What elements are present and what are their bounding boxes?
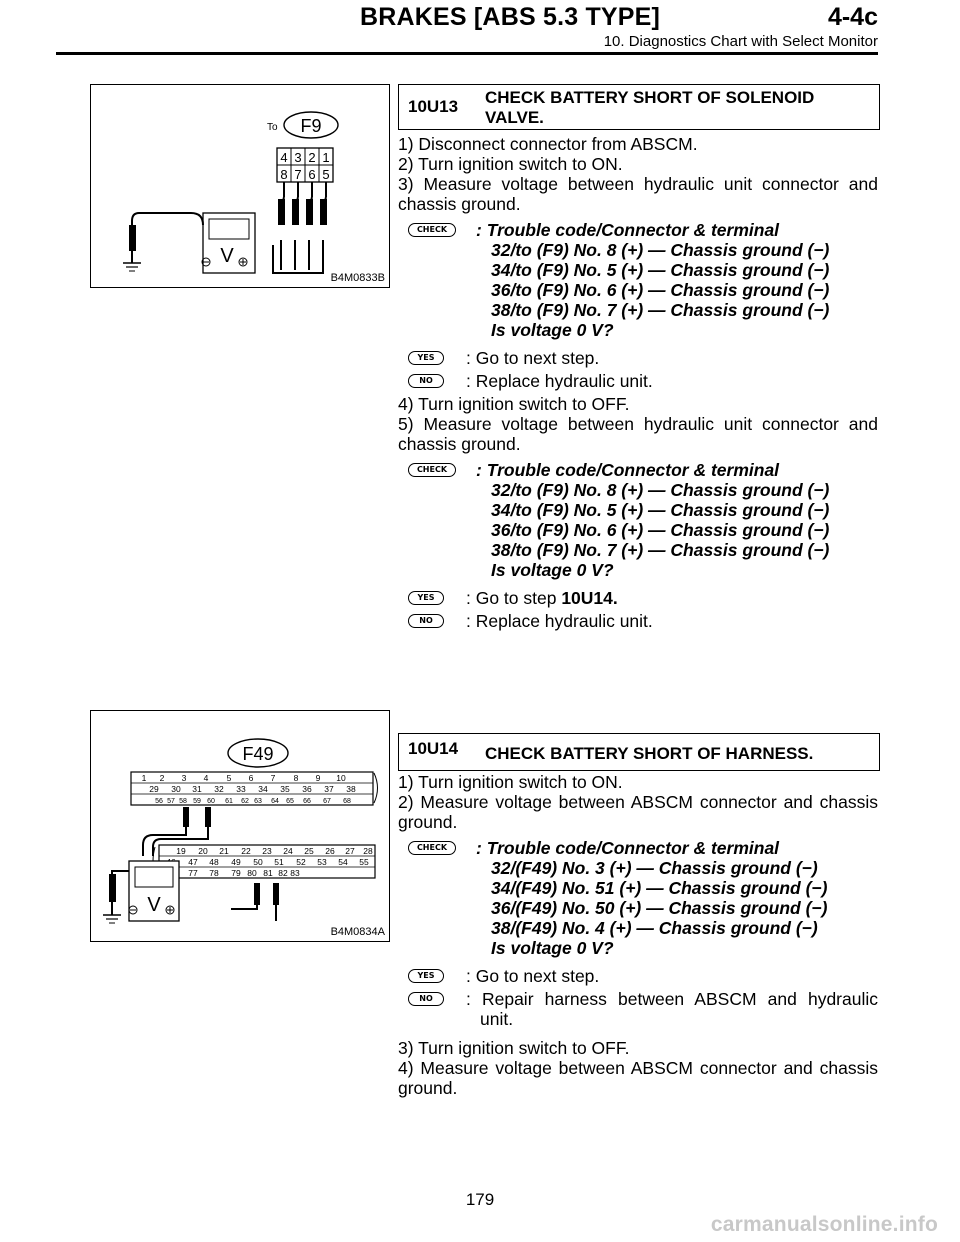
- answer-text: : Replace hydraulic unit.: [466, 611, 653, 631]
- svg-text:31: 31: [192, 784, 202, 794]
- step-10u14-body: [398, 772, 878, 1098]
- instruction: 1) Disconnect connector from ABSCM.: [398, 134, 698, 154]
- svg-text:27: 27: [345, 846, 355, 856]
- svg-text:19: 19: [176, 846, 186, 856]
- svg-text:81: 81: [263, 868, 273, 878]
- check-line: 32/to (F9) No. 8 (+) — Chassis ground (−): [491, 480, 830, 500]
- check-heading: : Trouble code/Connector & terminal: [476, 838, 780, 858]
- figure-f49-connector: [90, 710, 390, 942]
- no-badge: NO: [408, 614, 444, 628]
- f49-label: F49: [242, 744, 274, 764]
- svg-text:65: 65: [286, 798, 294, 805]
- answer-prefix: : Go to step: [466, 588, 562, 608]
- svg-text:80: 80: [247, 868, 257, 878]
- step-title: CHECK BATTERY SHORT OF SOLENOID VALVE.: [485, 88, 815, 127]
- svg-text:48: 48: [209, 857, 219, 867]
- svg-text:82: 82: [278, 868, 288, 878]
- instruction: 4) Turn ignition switch to OFF.: [398, 394, 630, 414]
- answer-text: : Repair harness between ABSCM and hydraulic unit.: [466, 989, 878, 1029]
- svg-text:20: 20: [198, 846, 208, 856]
- figure-caption: B4M0833B: [330, 272, 385, 284]
- svg-text:57: 57: [167, 798, 175, 805]
- f9-pin: 7: [294, 167, 302, 182]
- check-heading: : Trouble code/Connector & terminal: [476, 220, 780, 240]
- check-line: 34/to (F9) No. 5 (+) — Chassis ground (−): [491, 260, 830, 280]
- svg-text:5: 5: [226, 773, 232, 783]
- svg-text:7: 7: [270, 773, 276, 783]
- no-answer: [398, 611, 878, 631]
- instruction: 2) Measure voltage between ABSCM connector and chassis ground.: [398, 792, 878, 832]
- f9-pin: 1: [322, 150, 330, 165]
- svg-text:54: 54: [338, 857, 348, 867]
- svg-text:37: 37: [324, 784, 334, 794]
- svg-text:53: 53: [317, 857, 327, 867]
- svg-text:68: 68: [343, 798, 351, 805]
- step-10u13-header: [398, 84, 880, 130]
- section-title: BRAKES [ABS 5.3 TYPE]: [360, 3, 661, 31]
- svg-text:36: 36: [302, 784, 312, 794]
- svg-text:25: 25: [304, 846, 314, 856]
- section-subtitle: 10. Diagnostics Chart with Select Monitor: [603, 33, 878, 50]
- header-rule: [56, 52, 878, 55]
- svg-text:28: 28: [363, 846, 373, 856]
- yes-answer: [398, 588, 878, 608]
- svg-text:32: 32: [214, 784, 224, 794]
- check-line: 36/(F49) No. 50 (+) — Chassis ground (−): [491, 898, 828, 918]
- yes-badge: YES: [408, 591, 444, 605]
- svg-text:52: 52: [296, 857, 306, 867]
- step-code: 10U13: [408, 97, 459, 116]
- yes-badge: YES: [408, 969, 444, 983]
- svg-text:3: 3: [181, 773, 187, 783]
- step-title: CHECK BATTERY SHORT OF HARNESS.: [485, 744, 814, 763]
- svg-text:4: 4: [203, 773, 209, 783]
- check-block: [398, 838, 878, 958]
- check-line: 38/(F49) No. 4 (+) — Chassis ground (−): [491, 918, 818, 938]
- svg-text:38: 38: [346, 784, 356, 794]
- f9-pin: 2: [308, 150, 316, 165]
- svg-text:8: 8: [293, 773, 299, 783]
- check-question: Is voltage 0 V?: [491, 938, 614, 958]
- meter-symbol: V: [147, 894, 161, 916]
- svg-text:50: 50: [253, 857, 263, 867]
- goto-step-link[interactable]: 10U14.: [561, 588, 618, 608]
- to-label: To: [267, 122, 278, 133]
- check-line: 32/(F49) No. 3 (+) — Chassis ground (−): [491, 858, 818, 878]
- check-line: 34/to (F9) No. 5 (+) — Chassis ground (−): [491, 500, 830, 520]
- svg-text:26: 26: [325, 846, 335, 856]
- answer-text: : Go to next step.: [466, 348, 600, 368]
- f9-pin: 5: [322, 167, 330, 182]
- svg-text:83: 83: [290, 868, 300, 878]
- f9-pin: 3: [294, 150, 302, 165]
- svg-text:49: 49: [231, 857, 241, 867]
- svg-text:24: 24: [283, 846, 293, 856]
- check-line: 32/to (F9) No. 8 (+) — Chassis ground (−): [491, 240, 830, 260]
- f9-label: F9: [300, 116, 322, 136]
- svg-text:22: 22: [241, 846, 251, 856]
- figure-caption: B4M0834A: [330, 926, 385, 938]
- check-badge: CHECK: [408, 463, 456, 477]
- check-question: Is voltage 0 V?: [491, 560, 614, 580]
- f9-pin: 8: [280, 167, 288, 182]
- svg-text:33: 33: [236, 784, 246, 794]
- check-line: 34/(F49) No. 51 (+) — Chassis ground (−): [491, 878, 828, 898]
- no-answer: [398, 989, 878, 1029]
- watermark: carmanualsonline.info: [710, 1213, 938, 1236]
- svg-text:79: 79: [231, 868, 241, 878]
- step-10u13-body: [398, 134, 878, 634]
- answer-text: : Replace hydraulic unit.: [466, 371, 653, 391]
- instruction: 2) Turn ignition switch to ON.: [398, 154, 623, 174]
- svg-text:1: 1: [141, 773, 147, 783]
- check-line: 38/to (F9) No. 7 (+) — Chassis ground (−): [491, 300, 830, 320]
- svg-text:34: 34: [258, 784, 268, 794]
- no-badge: NO: [408, 992, 444, 1006]
- yes-badge: YES: [408, 351, 444, 365]
- no-answer: [398, 371, 878, 391]
- f9-pin: 4: [280, 150, 288, 165]
- answer-text: : Go to next step.: [466, 966, 600, 986]
- instruction: 3) Measure voltage between hydraulic unit connector and chassis ground.: [398, 174, 878, 214]
- meter-symbol: V: [220, 245, 234, 267]
- svg-text:23: 23: [262, 846, 272, 856]
- svg-text:10: 10: [336, 773, 346, 783]
- check-line: 36/to (F9) No. 6 (+) — Chassis ground (−): [491, 520, 830, 540]
- step-code: 10U14: [408, 739, 459, 758]
- svg-text:29: 29: [149, 784, 159, 794]
- yes-answer: [398, 348, 878, 368]
- svg-text:51: 51: [274, 857, 284, 867]
- svg-text:58: 58: [179, 798, 187, 805]
- page-number: 179: [465, 1190, 495, 1209]
- check-question: Is voltage 0 V?: [491, 320, 614, 340]
- no-badge: NO: [408, 374, 444, 388]
- f9-wiring-diagram: [91, 85, 389, 287]
- instruction: 1) Turn ignition switch to ON.: [398, 772, 623, 792]
- svg-text:47: 47: [188, 857, 198, 867]
- svg-text:60: 60: [207, 798, 215, 805]
- svg-text:77: 77: [188, 868, 198, 878]
- check-heading: : Trouble code/Connector & terminal: [476, 460, 780, 480]
- svg-text:78: 78: [209, 868, 219, 878]
- check-block: [398, 460, 878, 580]
- svg-text:66: 66: [303, 798, 311, 805]
- f49-wiring-diagram: [91, 711, 389, 941]
- instruction: 3) Turn ignition switch to OFF.: [398, 1038, 630, 1058]
- svg-text:35: 35: [280, 784, 290, 794]
- svg-text:9: 9: [315, 773, 321, 783]
- svg-text:21: 21: [219, 846, 229, 856]
- check-line: 36/to (F9) No. 6 (+) — Chassis ground (−): [491, 280, 830, 300]
- svg-text:56: 56: [155, 798, 163, 805]
- instruction: 5) Measure voltage between hydraulic unit connector and chassis ground.: [398, 414, 878, 454]
- svg-text:64: 64: [271, 798, 279, 805]
- answer-text: [466, 588, 878, 608]
- svg-text:2: 2: [159, 773, 165, 783]
- check-badge: CHECK: [408, 223, 456, 237]
- check-line: 38/to (F9) No. 7 (+) — Chassis ground (−): [491, 540, 830, 560]
- instruction: 4) Measure voltage between ABSCM connector and chassis ground.: [398, 1058, 878, 1098]
- svg-text:63: 63: [254, 798, 262, 805]
- svg-text:6: 6: [248, 773, 254, 783]
- svg-text:59: 59: [193, 798, 201, 805]
- svg-text:30: 30: [171, 784, 181, 794]
- svg-text:67: 67: [323, 798, 331, 805]
- step-10u14-header: [398, 733, 880, 771]
- f9-pin: 6: [308, 167, 316, 182]
- section-code: 4-4c: [827, 3, 878, 31]
- figure-f9-connector: [90, 84, 390, 288]
- svg-text:62: 62: [241, 798, 249, 805]
- yes-answer: [398, 966, 878, 986]
- svg-text:55: 55: [359, 857, 369, 867]
- check-badge: CHECK: [408, 841, 456, 855]
- svg-text:61: 61: [225, 798, 233, 805]
- check-block: [398, 220, 878, 340]
